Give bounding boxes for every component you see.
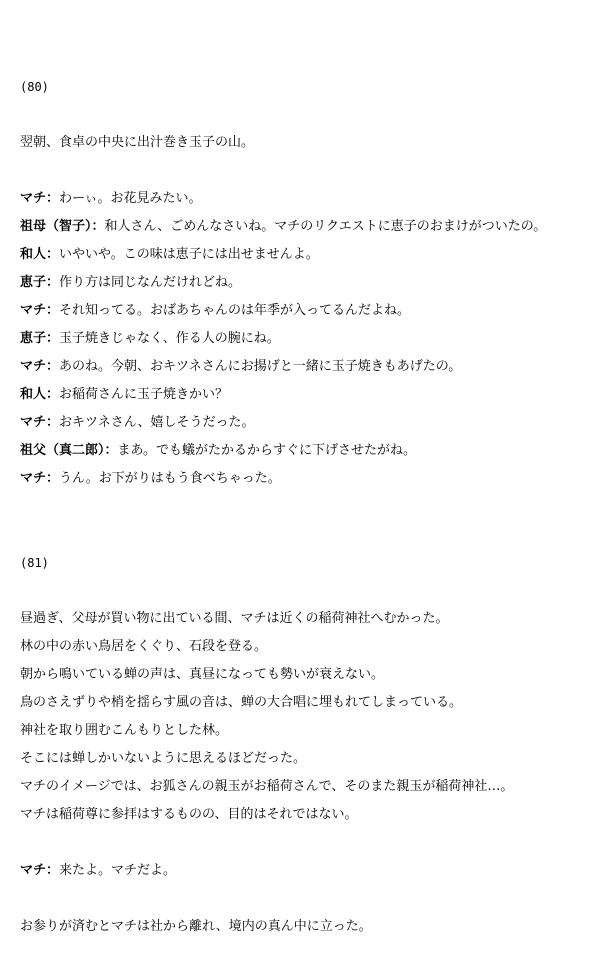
- dialogue-text: わーぃ。お花見みたい。: [59, 191, 202, 206]
- speaker-colon: ：: [91, 219, 105, 234]
- speaker-name: 祖父（真二郎）: [20, 443, 105, 458]
- speaker-name: 恵子: [20, 331, 47, 346]
- speaker-name: マチ: [20, 415, 47, 430]
- dialogue-line: [20, 331, 280, 347]
- narration-line: 朝から鳴いている蝉の声は、真昼になっても勢いが衰えない。: [20, 667, 385, 682]
- speaker-colon: ：: [46, 387, 60, 402]
- speaker-colon: ：: [46, 863, 60, 878]
- speaker-name: マチ: [20, 471, 47, 486]
- speaker-colon: ：: [46, 247, 60, 262]
- narration-line: 昼過ぎ、父母が買い物に出ている間、マチは近くの稲荷神社へむかった。: [20, 611, 449, 626]
- speaker-name: マチ: [20, 303, 47, 318]
- dialogue-text: 玉子焼きじゃなく、作る人の腕にね。: [59, 331, 280, 346]
- dialogue-line: [20, 219, 546, 235]
- dialogue-line: [20, 247, 319, 263]
- dialogue-text: 和人さん、ごめんなさいね。マチのリクエストに恵子のおまけがついたの。: [104, 219, 547, 234]
- dialogue-text: それ知ってる。おばあちゃんのは年季が入ってるんだよね。: [59, 303, 411, 318]
- dialogue-line: [20, 275, 241, 291]
- dialogue-line: [20, 359, 461, 375]
- dialogue-line: [20, 471, 281, 487]
- speaker-colon: ：: [46, 275, 60, 290]
- dialogue-line: [20, 303, 410, 319]
- speaker-colon: ：: [46, 331, 60, 346]
- speaker-name: 和人: [20, 247, 47, 262]
- dialogue-line: [20, 387, 228, 403]
- dialogue-line: [20, 415, 255, 431]
- speaker-colon: ：: [46, 359, 60, 374]
- dialogue-line: [20, 191, 202, 207]
- speaker-name: 和人: [20, 387, 47, 402]
- scene-heading: 翌朝、食卓の中央に出汁巻き玉子の山。: [20, 135, 255, 150]
- narration-line: そこには蝉しかいないように思えるほどだった。: [20, 751, 307, 766]
- speaker-colon: ：: [46, 303, 60, 318]
- dialogue-text: いやいや。この味は恵子には出せませんよ。: [59, 247, 319, 262]
- speaker-name: 恵子: [20, 275, 47, 290]
- speaker-colon: ：: [46, 191, 60, 206]
- scene-number: (81): [20, 556, 49, 570]
- speaker-name: マチ: [20, 359, 47, 374]
- speaker-colon: ：: [104, 443, 118, 458]
- speaker-name: マチ: [20, 863, 47, 878]
- dialogue-line: [20, 863, 176, 879]
- narration-line: マチは稲荷尊に参拝はするものの、目的はそれではない。: [20, 807, 358, 822]
- speaker-name: 祖母（智子）: [20, 219, 92, 234]
- speaker-name: マチ: [20, 191, 47, 206]
- narration-line: 林の中の赤い鳥居をくぐり、石段を登る。: [20, 639, 268, 654]
- dialogue-text: あのね。今朝、おキツネさんにお揚げと一緒に玉子焼きもあげたの。: [59, 359, 462, 374]
- narration-line: お参りが済むとマチは社から離れ、境内の真ん中に立った。: [20, 919, 372, 934]
- dialogue-text: 来たよ。マチだよ。: [59, 863, 177, 878]
- dialogue-text: お稲荷さんに玉子焼きかい？: [59, 387, 229, 402]
- scene-number: (80): [20, 80, 49, 94]
- dialogue-text: うん。お下がりはもう食べちゃった。: [59, 471, 281, 486]
- dialogue-line: [20, 443, 416, 459]
- narration-line: マチのイメージでは、お狐さんの親玉がお稲荷さんで、そのまた親玉が稲荷神社…。: [20, 779, 514, 794]
- dialogue-text: おキツネさん、嬉しそうだった。: [59, 415, 255, 430]
- narration-line: 神社を取り囲むこんもりとした林。: [20, 723, 229, 738]
- dialogue-text: まあ。でも蟻がたかるからすぐに下げさせたがね。: [117, 443, 417, 458]
- narration-line: 鳥のさえずりや梢を揺らす風の音は、蝉の大合唱に埋もれてしまっている。: [20, 695, 463, 710]
- speaker-colon: ：: [46, 471, 60, 486]
- speaker-colon: ：: [46, 415, 60, 430]
- dialogue-text: 作り方は同じなんだけれどね。: [59, 275, 242, 290]
